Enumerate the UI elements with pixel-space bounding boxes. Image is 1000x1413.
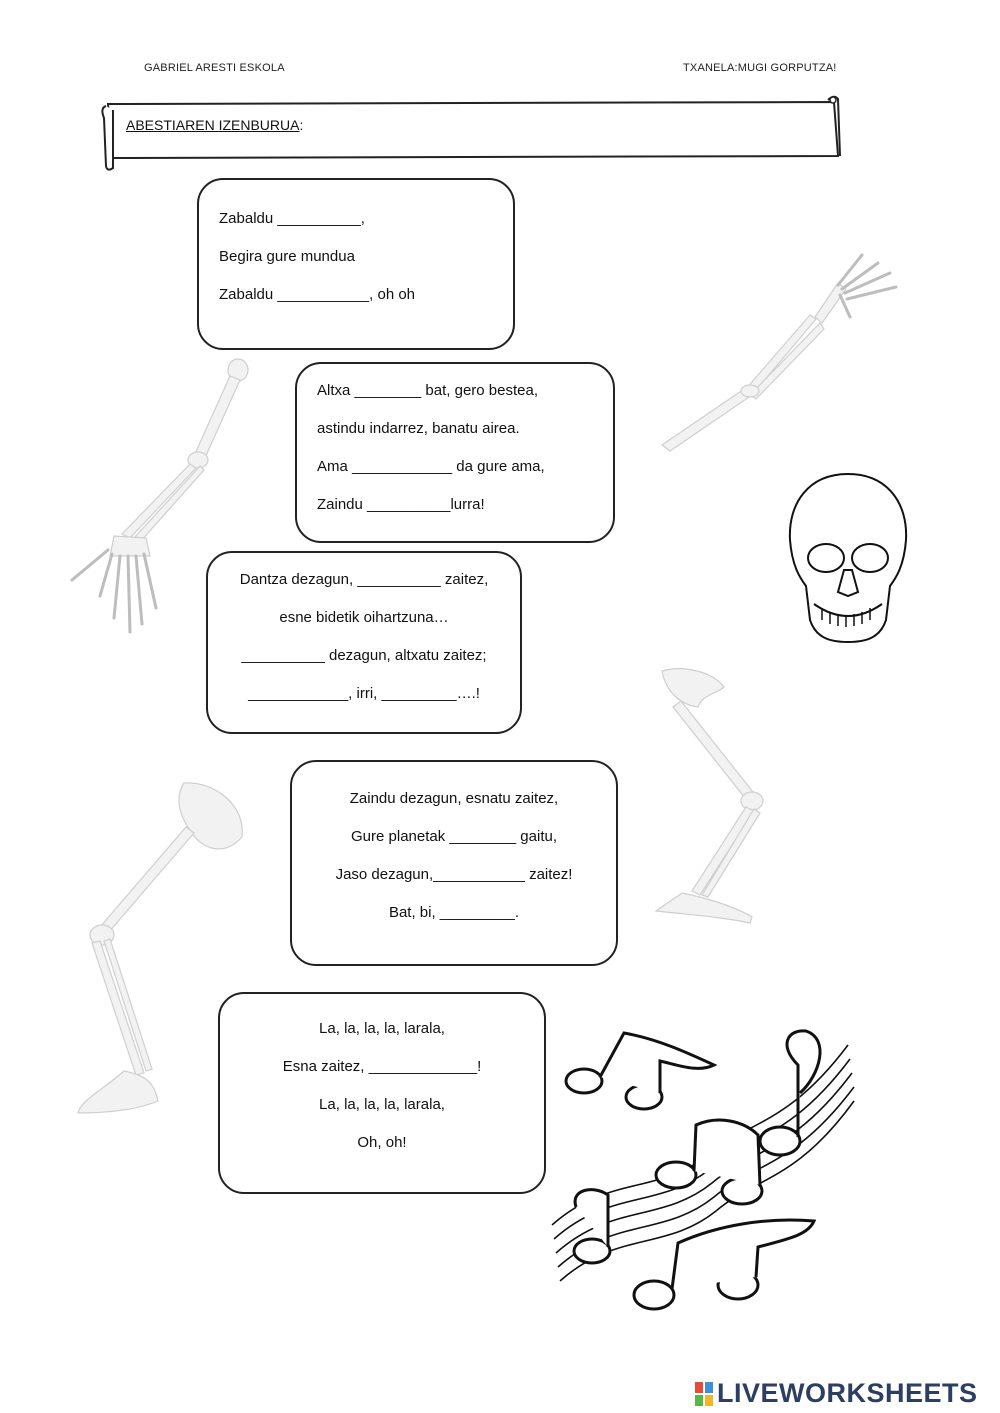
verse-box-4 — [290, 760, 618, 966]
verse-line: Begira gure mundua — [219, 248, 355, 265]
skeleton-hand-arm-icon — [650, 245, 910, 460]
verse-line: Oh, oh! — [357, 1134, 407, 1151]
verse-line: Gure planetak ________ gaitu, — [351, 828, 557, 845]
verse-line: astindu indarrez, banatu airea. — [317, 420, 520, 437]
liveworksheets-watermark — [695, 1378, 995, 1408]
verse-line: Esna zaitez, _____________! — [282, 1058, 482, 1075]
verse-box-1 — [197, 178, 515, 350]
skeleton-arm-icon — [62, 356, 252, 641]
watermark-text: LIVEWORKSHEETS — [717, 1378, 978, 1408]
verse-line: Ama ____________ da gure ama, — [317, 458, 545, 475]
skeleton-leg-icon — [74, 775, 254, 1120]
verse-line: La, la, la, la, larala, — [319, 1096, 445, 1113]
verse-line: __________ dezagun, altxatu zaitez; — [241, 647, 487, 664]
verse-line: Dantza dezagun, __________ zaitez, — [239, 571, 489, 588]
verse-box-2 — [295, 362, 615, 543]
liveworksheets-logo-icon — [695, 1382, 713, 1406]
verse-line: esne bidetik oihartzuna… — [279, 609, 449, 626]
verse-line: Zabaldu __________, — [219, 210, 365, 227]
verse-box-3 — [206, 551, 522, 734]
verse-line: Bat, bi, _________. — [388, 904, 520, 921]
verse-line: Zabaldu ___________, oh oh — [219, 286, 416, 303]
verse-line: Jaso dezagun,___________ zaitez! — [335, 866, 573, 883]
music-notes-icon — [548, 1025, 853, 1340]
verse-line: Altxa ________ bat, gero bestea, — [317, 382, 539, 399]
school-name: GABRIEL ARESTI ESKOLA — [144, 62, 285, 74]
verse-box-5 — [218, 992, 546, 1194]
unit-title: TXANELA:MUGI GORPUTZA! — [683, 62, 837, 74]
verse-line: ____________, irri, _________….! — [248, 685, 480, 702]
skeleton-leg-icon — [642, 665, 772, 945]
verse-line: La, la, la, la, larala, — [319, 1020, 445, 1037]
skull-icon — [786, 470, 911, 665]
song-title-label: ABESTIAREN IZENBURUA: — [126, 117, 304, 133]
verse-line: Zaindu __________lurra! — [317, 496, 485, 513]
scroll-banner-icon — [98, 94, 842, 172]
verse-line: Zaindu dezagun, esnatu zaitez, — [349, 790, 559, 807]
